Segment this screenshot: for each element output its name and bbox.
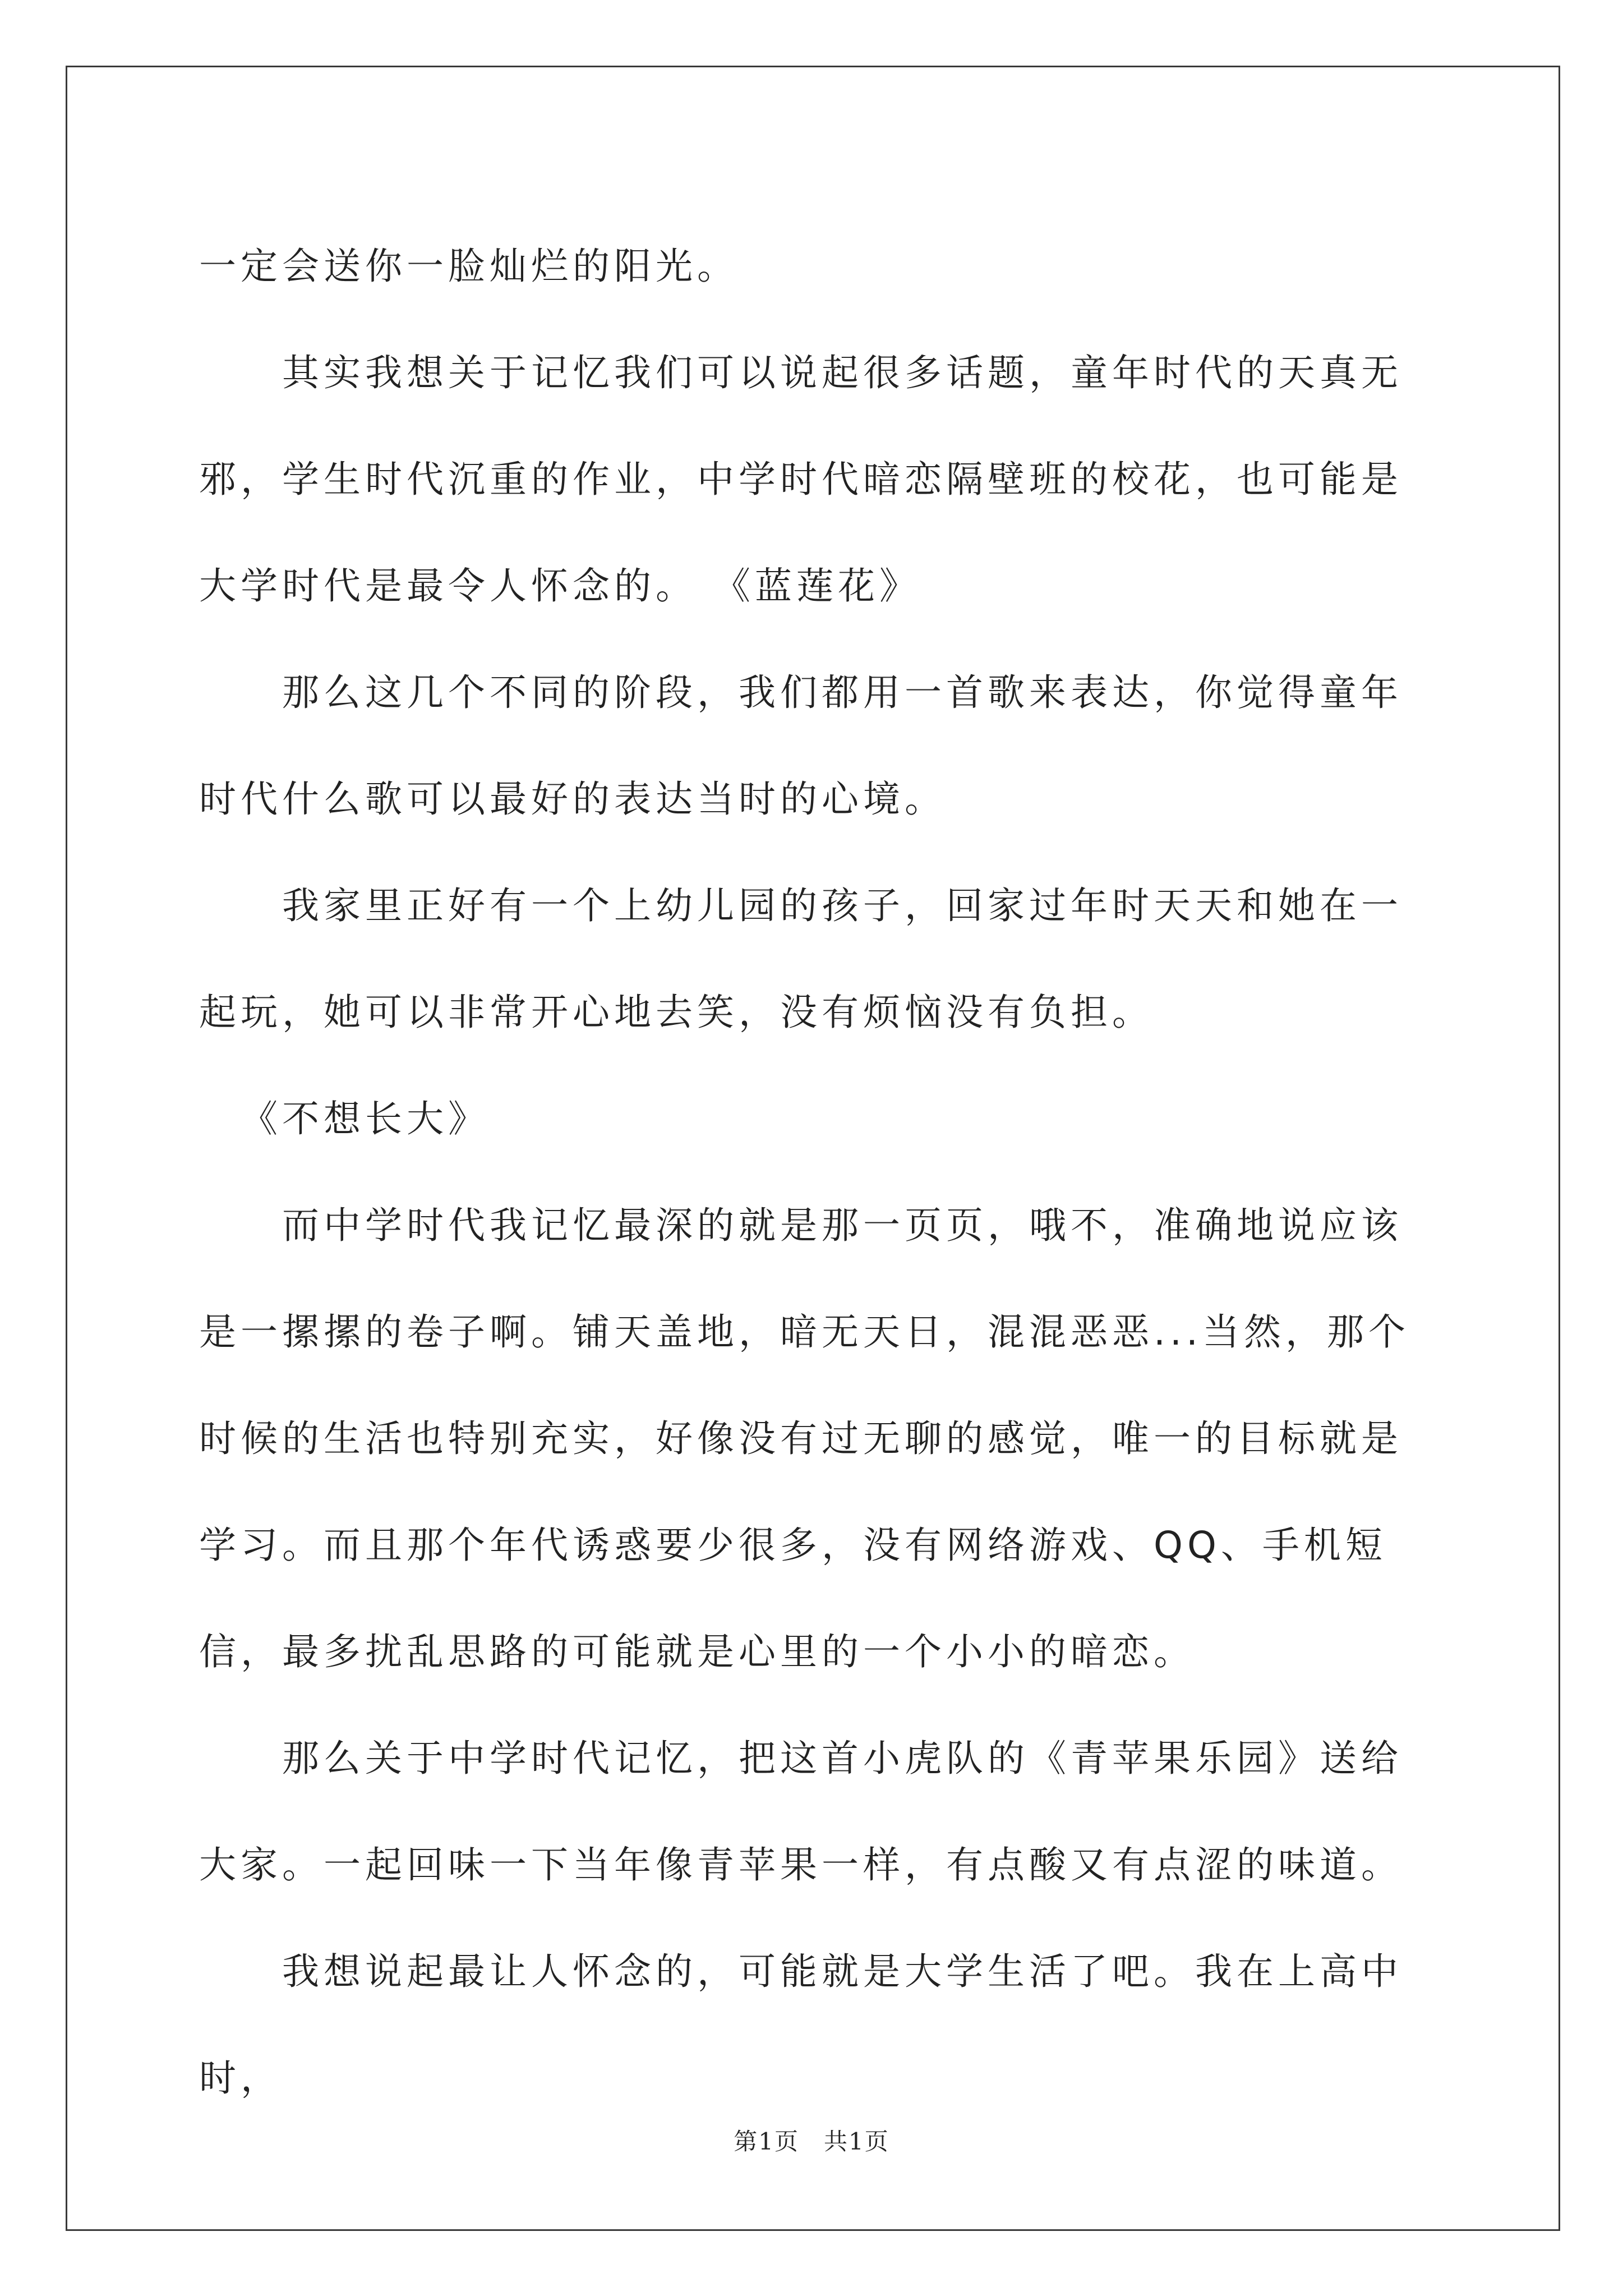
paragraph-middle-school: 而中学时代我记忆最深的就是那一页页，哦不，准确地说应该是一摞摞的卷子啊。铺天盖地，暗无天日，混混恶恶...当然，那个时候的生活也特别充实，好像没有过无聊的感觉，唯一的目标就是学习。而且那个年代诱惑要少很多，没有网络游戏、QQ、手机短信，最多扰乱思路的可能就是心里的一个小小的暗恋。 bbox=[199, 1204, 1410, 1673]
song-title-bu-xiang-zhang-da: 《不想长大》 bbox=[241, 1097, 490, 1140]
paragraph-memory-topics: 其实我想关于记忆我们可以说起很多话题，童年时代的天真无邪，学生时代沉重的作业，中学时代暗恋隔壁班的校花，也可能是大学时代是最令人怀念的。 《蓝莲花》 bbox=[199, 351, 1403, 608]
document-body bbox=[199, 213, 1433, 2132]
paragraph-song-stages: 那么这几个不同的阶段，我们都用一首歌来表达，你觉得童年时代什么歌可以最好的表达当时的心境。 bbox=[199, 671, 1403, 821]
paragraph-kindergarten-child: 我家里正好有一个上幼儿园的孩子，回家过年时天天和她在一起玩，她可以非常开心地去笑，没有烦恼没有负担。 bbox=[199, 884, 1403, 1034]
page-number-footer: 第1页 共1页 bbox=[734, 2128, 889, 2155]
paragraph-university-life: 我想说起最让人怀念的，可能就是大学生活了吧。我在上高中时， bbox=[199, 1950, 1403, 2100]
paragraph-continuation: 一定会送你一脸灿烂的阳光。 bbox=[199, 245, 739, 288]
paragraph-green-apple-song: 那么关于中学时代记忆，把这首小虎队的《青苹果乐园》送给大家。一起回味一下当年像青苹果一样，有点酸又有点涩的味道。 bbox=[199, 1737, 1403, 1887]
